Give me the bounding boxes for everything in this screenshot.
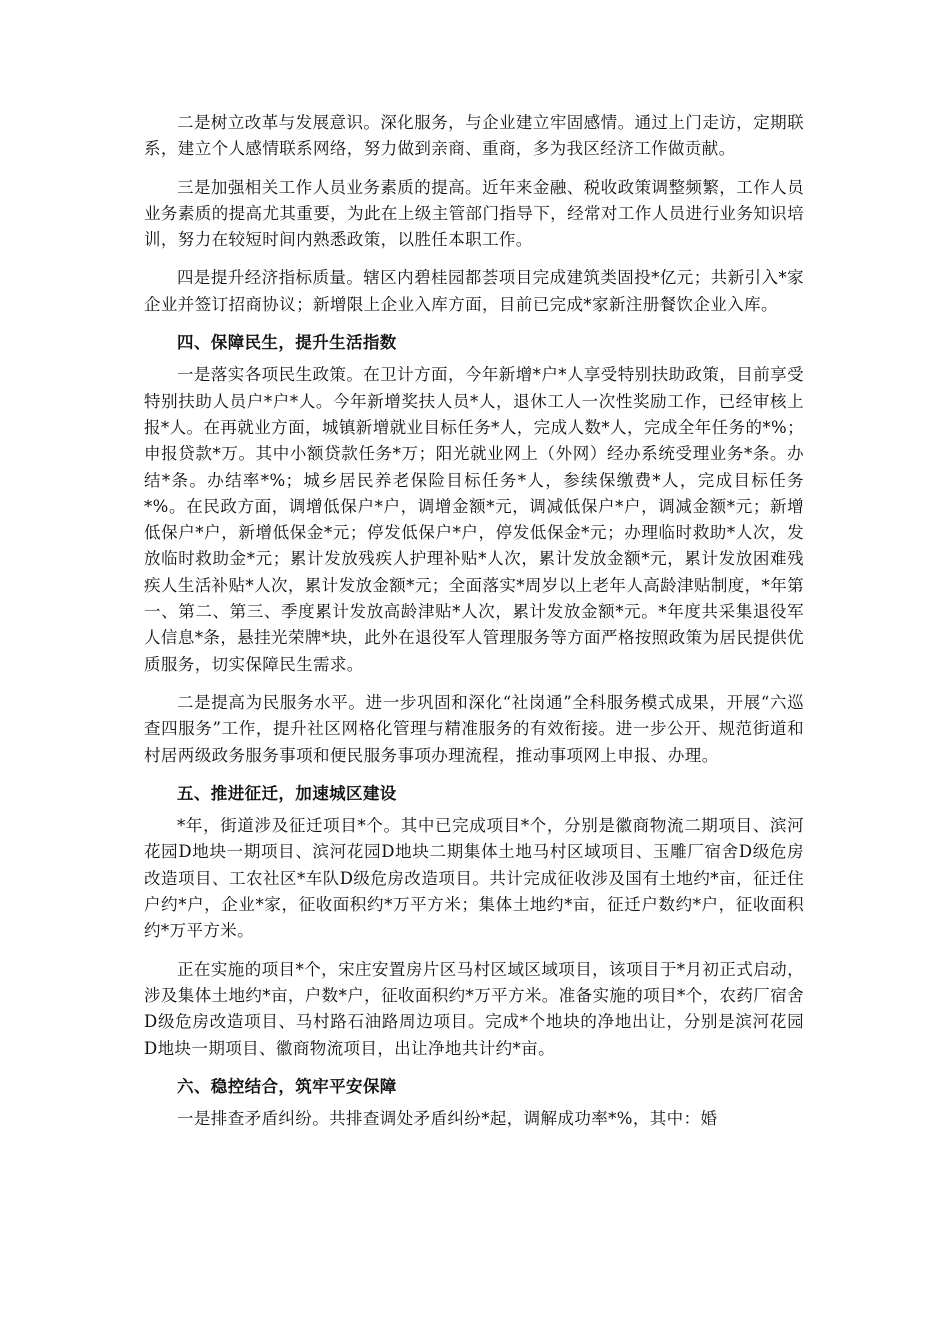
paragraph-dispute-screening: 一是排查矛盾纠纷。共排查调处矛盾纠纷*起，调解成功率*%，其中：婚: [177, 1109, 718, 1129]
section-heading-relocation: 五、推进征迁，加速城区建设: [177, 783, 397, 803]
paragraph-relocation-ongoing: 正在实施的项目*个，宋庄安置房片区马村区域区域项目，该项目于*月初正式启动，涉及集体土地约*亩，户数*户，征收面积约*万平方米。准备实施的项目*个，农药厂宿舍D级危房改造项目、马村路石油路周边项目。完成*个地块的净地出让，分别是滨河花园D地块一期项目、徽商物流项目，出让净地共计约*亩。: [144, 959, 804, 1058]
section-heading-livelihood: 四、保障民生，提升生活指数: [177, 333, 397, 353]
paragraph-reform-awareness: 二是树立改革与发展意识。深化服务，与企业建立牢固感情。通过上门走访，定期联系，建立个人感情联系网络，努力做到亲商、重商，多为我区经济工作做贡献。: [144, 113, 804, 159]
paragraph-staff-quality: 三是加强相关工作人员业务素质的提高。近年来金融、税收政策调整频繁，工作人员业务素质的提高尤其重要，为此在上级主管部门指导下，经常对工作人员进行业务知识培训，努力在较短时间内熟悉政策，以胜任本职工作。: [144, 177, 804, 250]
paragraph-relocation-completed: *年，街道涉及征迁项目*个。其中已完成项目*个，分别是徽商物流二期项目、滨河花园D地块一期项目、滨河花园D地块二期集体土地马村区域项目、玉雕厂宿舍D级危房改造项目、工农社区*车队D级危房改造项目。共计完成征收涉及国有土地约*亩，征迁住户约*户，企业*家，征收面积约*万平方米；集体土地约*亩，征迁户数约*户，征收面积约*万平方米。: [144, 816, 804, 941]
paragraph-livelihood-policies: 一是落实各项民生政策。在卫计方面，今年新增*户*人享受特别扶助政策，目前享受特别扶助人员户*户*人。今年新增奖扶人员*人，退休工人一次性奖励工作，已经审核上报*人。在再就业方面，城镇新增就业目标任务*人，完成人数*人，完成全年任务的*%；申报贷款*万。其中小额贷款任务*万；阳光就业网上（外网）经办系统受理业务*条。办结*条。办结率*%；城乡居民养老保险目标任务*人，参续保缴费*人，完成目标任务*%。在民政方面，调增低保户*户，调增金额*元，调减低保户*户，调减金额*元；新增低保户*户，新增低保金*元；停发低保户*户，停发低保金*元；办理临时救助*人次，发放临时救助金*元；累计发放残疾人护理补贴*人次，累计发放金额*元，累计发放困难残疾人生活补贴*人次，累计发放金额*元；全面落实*周岁以上老年人高龄津贴制度，*年第一、第二、第三、季度累计发放高龄津贴*人次，累计发放金额*元。*年度共采集退役军人信息*条，悬挂光荣牌*块，此外在退役军人管理服务等方面严格按照政策为居民提供优质服务，切实保障民生需求。: [144, 365, 804, 674]
section-heading-safety: 六、稳控结合，筑牢平安保障: [177, 1076, 397, 1096]
paragraph-economic-indicators: 四是提升经济指标质量。辖区内碧桂园都荟项目完成建筑类固投*亿元；共新引入*家企业并签订招商协议；新增限上企业入库方面，目前已完成*家新注册餐饮企业入库。: [144, 268, 804, 314]
paragraph-service-level: 二是提高为民服务水平。进一步巩固和深化“社岗通”全科服务模式成果，开展“六巡查四服务”工作，提升社区网格化管理与精准服务的有效衔接。进一步公开、规范街道和村居两级政务服务事项和便民服务事项办理流程，推动事项网上申报、办理。: [144, 692, 804, 765]
document-body: [144, 110, 804, 1144]
